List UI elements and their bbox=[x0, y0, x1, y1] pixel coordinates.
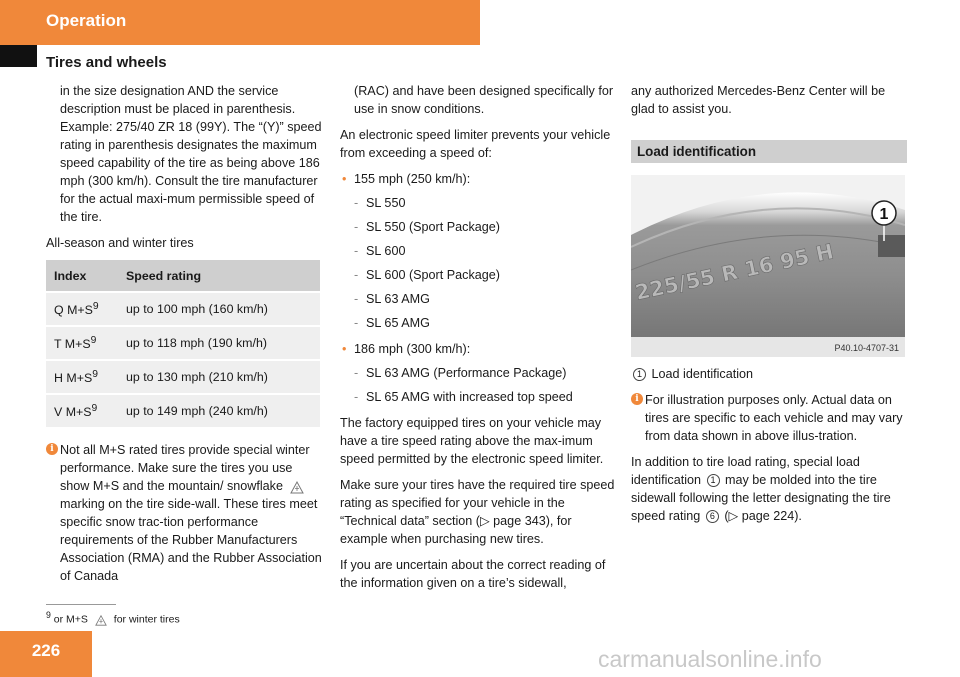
list-item: - SL 63 AMG bbox=[354, 292, 430, 306]
table-row bbox=[46, 292, 320, 326]
uncertain-paragraph: If you are uncertain about the correct reading of the information given on a tire’s sidewall, bbox=[340, 558, 606, 590]
load-identification-heading: Load identification bbox=[631, 140, 907, 163]
rating-cell: up to 118 mph (190 km/h) bbox=[118, 326, 320, 360]
svg-text:225/55 R 16 95 H: 225/55 R 16 95 H bbox=[633, 239, 836, 305]
mountain-snowflake-icon bbox=[95, 614, 107, 626]
rating-cell: up to 149 mph (240 km/h) bbox=[118, 394, 320, 427]
table-row bbox=[46, 394, 320, 427]
highlight-marker bbox=[878, 235, 905, 257]
footnote-divider bbox=[46, 604, 116, 605]
list-item: - SL 600 (Sport Package) bbox=[354, 268, 500, 282]
column-right bbox=[631, 82, 907, 533]
page-number: 226 bbox=[31, 641, 61, 660]
limiter-paragraph: An electronic speed limiter prevents your vehicle from exceeding a speed of: bbox=[340, 128, 611, 160]
table-row bbox=[46, 360, 320, 394]
info-icon: i bbox=[46, 443, 58, 455]
list-item: - SL 550 (Sport Package) bbox=[354, 220, 500, 234]
list-item: - SL 550 bbox=[354, 196, 406, 210]
speed-group-250: • 155 mph (250 km/h): bbox=[342, 172, 471, 186]
list-item: - SL 65 AMG bbox=[354, 316, 430, 330]
required-rating-paragraph: Make sure your tires have the required tire speed rating as specified for your vehicle in the “Technical data” section (▷ page 343), for example when purchasing new tires. bbox=[340, 478, 615, 546]
table-row bbox=[46, 326, 320, 360]
speed-group-300: • 186 mph (300 km/h): bbox=[342, 342, 471, 356]
table-caption: All-season and winter tires bbox=[46, 236, 194, 250]
index-cell: T $M+S^9$ bbox=[46, 326, 118, 360]
page-number-box bbox=[0, 631, 92, 677]
list-item: - SL 65 AMG with increased top speed bbox=[354, 390, 573, 404]
model-list-250 bbox=[340, 194, 616, 332]
list-item: - SL 600 bbox=[354, 244, 406, 258]
column-middle bbox=[340, 82, 616, 600]
info-icon: i bbox=[631, 393, 643, 405]
index-cell: H $M+S^9$ bbox=[46, 360, 118, 394]
list-item: - SL 63 AMG (Performance Package) bbox=[354, 366, 567, 380]
chapter-title: Operation bbox=[46, 11, 127, 30]
continued-paragraph: any authorized Mercedes-Benz Center will be glad to assist you. bbox=[631, 84, 886, 116]
footnote: $^9$ or M+S for winter tires bbox=[46, 610, 180, 626]
watermark: carmanualsonline.info bbox=[598, 646, 822, 672]
tire-sidewall-image bbox=[631, 175, 905, 357]
table-header-row bbox=[46, 260, 320, 292]
load-rating-paragraph: In addition to tire load rating, special load identification 1 may be molded into the tire sidewall following the letter designating the tire speed rating 6 (▷ page 224). bbox=[631, 455, 891, 523]
continued-paragraph: (RAC) and have been designed specifically for use in snow conditions. bbox=[354, 84, 614, 116]
speed-rating-table bbox=[46, 260, 320, 427]
rating-cell: up to 100 mph (160 km/h) bbox=[118, 292, 320, 326]
intro-paragraph: in the size designation AND the service description must be placed in parenthesis. Example: 275/40 ZR 18 (99Y). The “(Y)” speed rating in parenthesis designates the maximum speed capability of the tire as being above 186 mph (300 km/h). Consult the tire manufacturer for the actual maxi-mum permissible speed of the tire. bbox=[60, 84, 322, 224]
index-cell: V $M+S^9$ bbox=[46, 394, 118, 427]
index-cell: Q $M+S^9$ bbox=[46, 292, 118, 326]
callout-number: 1 bbox=[879, 206, 889, 223]
column-left bbox=[46, 82, 322, 585]
image-code: P40.10-4707-31 bbox=[834, 343, 899, 353]
speed-column-header: Speed rating bbox=[118, 260, 320, 292]
rating-cell: up to 130 mph (210 km/h) bbox=[118, 360, 320, 394]
mountain-snowflake-icon bbox=[290, 480, 304, 494]
illustration-note: i For illustration purposes only. Actual data on tires are specific to each vehicle and may vary from data shown in above illus-tration. bbox=[631, 391, 907, 445]
factory-tires-paragraph: The factory equipped tires on your vehicle may have a tire speed rating above the max-imum speed permitted by the electronic speed limiter. bbox=[340, 416, 604, 466]
model-list-300 bbox=[340, 364, 616, 406]
index-column-header: Index bbox=[46, 260, 118, 292]
section-title: Tires and wheels bbox=[46, 54, 167, 71]
winter-tire-note: i Not all M+S rated tires provide special winter performance. Make sure the tires you use show M+S and the mountain/ snowflake marking on the tire side-wall. These tires meet specific snow trac-tion performance requirements of the Rubber Manufacturers Association (RMA) and the Rubber Association of Canada bbox=[46, 441, 322, 585]
image-caption: 1 Load identification bbox=[631, 365, 907, 383]
section-tab-marker bbox=[0, 45, 37, 67]
